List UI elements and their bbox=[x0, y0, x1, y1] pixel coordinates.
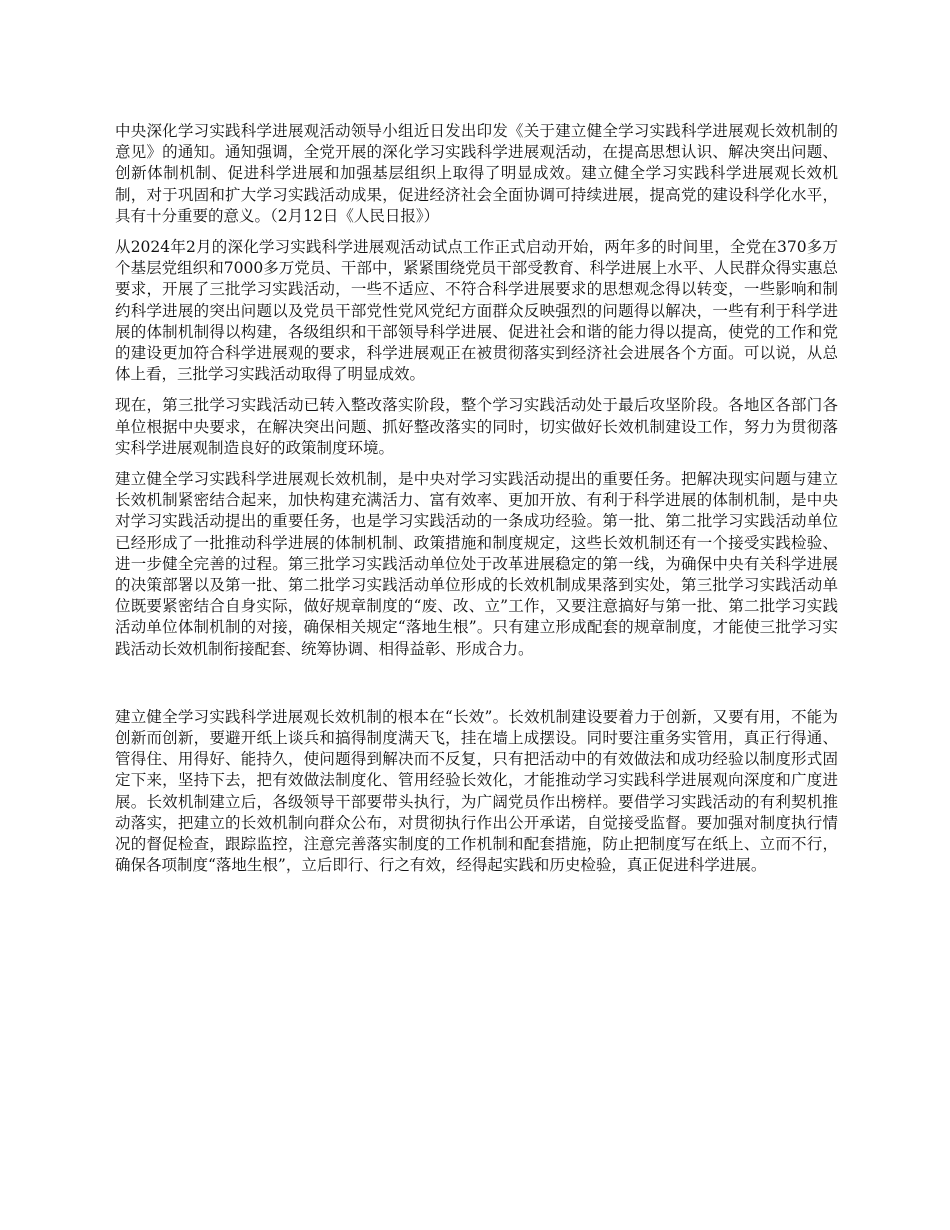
paragraph-intro: 中央深化学习实践科学进展观活动领导小组近日发出印发《关于建立健全学习实践科学进展观长效机制的意见》的通知。通知强调，全党开展的深化学习实践科学进展观活动，在提高思想认识、解决突出问题、创新体制机制、促进科学进展和加强基层组织上取得了明显成效。建立健全学习实践科学进展观长效机制，对于巩固和扩大学习实践活动成果，促进经济社会全面协调可持续进展，提高党的建设科学化水平，具有十分重要的意义。（2月12日《人民日报》） bbox=[115, 122, 838, 225]
paragraph-spacer bbox=[115, 670, 838, 707]
document-body bbox=[115, 121, 838, 887]
paragraph-mechanism-task: 建立健全学习实践科学进展观长效机制，是中央对学习实践活动提出的重要任务。把解决现实问题与建立长效机制紧密结合起来，加快构建充满活力、富有效率、更加开放、有利于科学进展的体制机制，是中央对学习实践活动提出的重要任务，也是学习实践活动的一条成功经验。第一批、第二批学习实践活动单位已经形成了一批推动科学进展的体制机制、政策措施和制度规定，这些长效机制还有一个接受实践检验、进一步健全完善的过程。第三批学习实践活动单位处于改革进展稳定的第一线，为确保中央有关科学进展的决策部署以及第一批、第二批学习实践活动单位形成的长效机制成果落到实处，第三批学习实践活动单位既要紧密结合自身实际，做好规章制度的“废、改、立”工作，又要注意搞好与第一批、第二批学习实践活动单位体制机制的对接，确保相关规定“落地生根”。只有建立形成配套的规章制度，才能使三批学习实践活动长效机制衔接配套、统筹协调、相得益彰、形成合力。 bbox=[115, 470, 838, 658]
paragraph-long-effect: 建立健全学习实践科学进展观长效机制的根本在“长效”。长效机制建设要着力于创新，又要有用，不能为创新而创新，要避开纸上谈兵和搞得制度满天飞，挂在墙上成摆设。同时要注重务实管用，真正行得通、管得住、用得好、能持久，使问题得到解决而不反复，只有把活动中的有效做法和成功经验以制度形式固定下来，坚持下去，把有效做法制度化、管用经验长效化，才能推动学习实践科学进展观向深度和广度进展。长效机制建立后，各级领导干部要带头执行，为广阔党员作出榜样。要借学习实践活动的有利契机推动落实，把建立的长效机制向群众公布，对贯彻执行作出公开承诺，自觉接受监督。要加强对制度执行情况的督促检查，跟踪监控，注意完善落实制度的工作机制和配套措施，防止把制度写在纸上、立而不行，确保各项制度“落地生根”，立后即行、行之有效，经得起实践和历史检验，真正促进科学进展。 bbox=[115, 707, 838, 875]
paragraph-third-batch: 现在，第三批学习实践活动已转入整改落实阶段，整个学习实践活动处于最后攻坚阶段。各地区各部门各单位根据中央要求，在解决突出问题、抓好整改落实的同时，切实做好长效机制建设工作，努力为贯彻落实科学进展观制造良好的政策制度环境。 bbox=[115, 396, 838, 457]
paragraph-achievements: 从2024年2月的深化学习实践科学进展观活动试点工作正式启动开始，两年多的时间里，全党在370多万个基层党组织和7000多万党员、干部中，紧紧围绕党员干部受教育、科学进展上水平、人民群众得实惠总要求，开展了三批学习实践活动，一些不适应、不符合科学进展要求的思想观念得以转变，一些影响和制约科学进展的突出问题以及党员干部党性党风党纪方面群众反映强烈的问题得以解决，一些有利于科学进展的体制机制得以构建，各级组织和干部领导科学进展、促进社会和谐的能力得以提高，使党的工作和党的建设更加符合科学进展观的要求，科学进展观正在被贯彻落实到经济社会进展各个方面。可以说，从总体上看，三批学习实践活动取得了明显成效。 bbox=[115, 238, 838, 384]
